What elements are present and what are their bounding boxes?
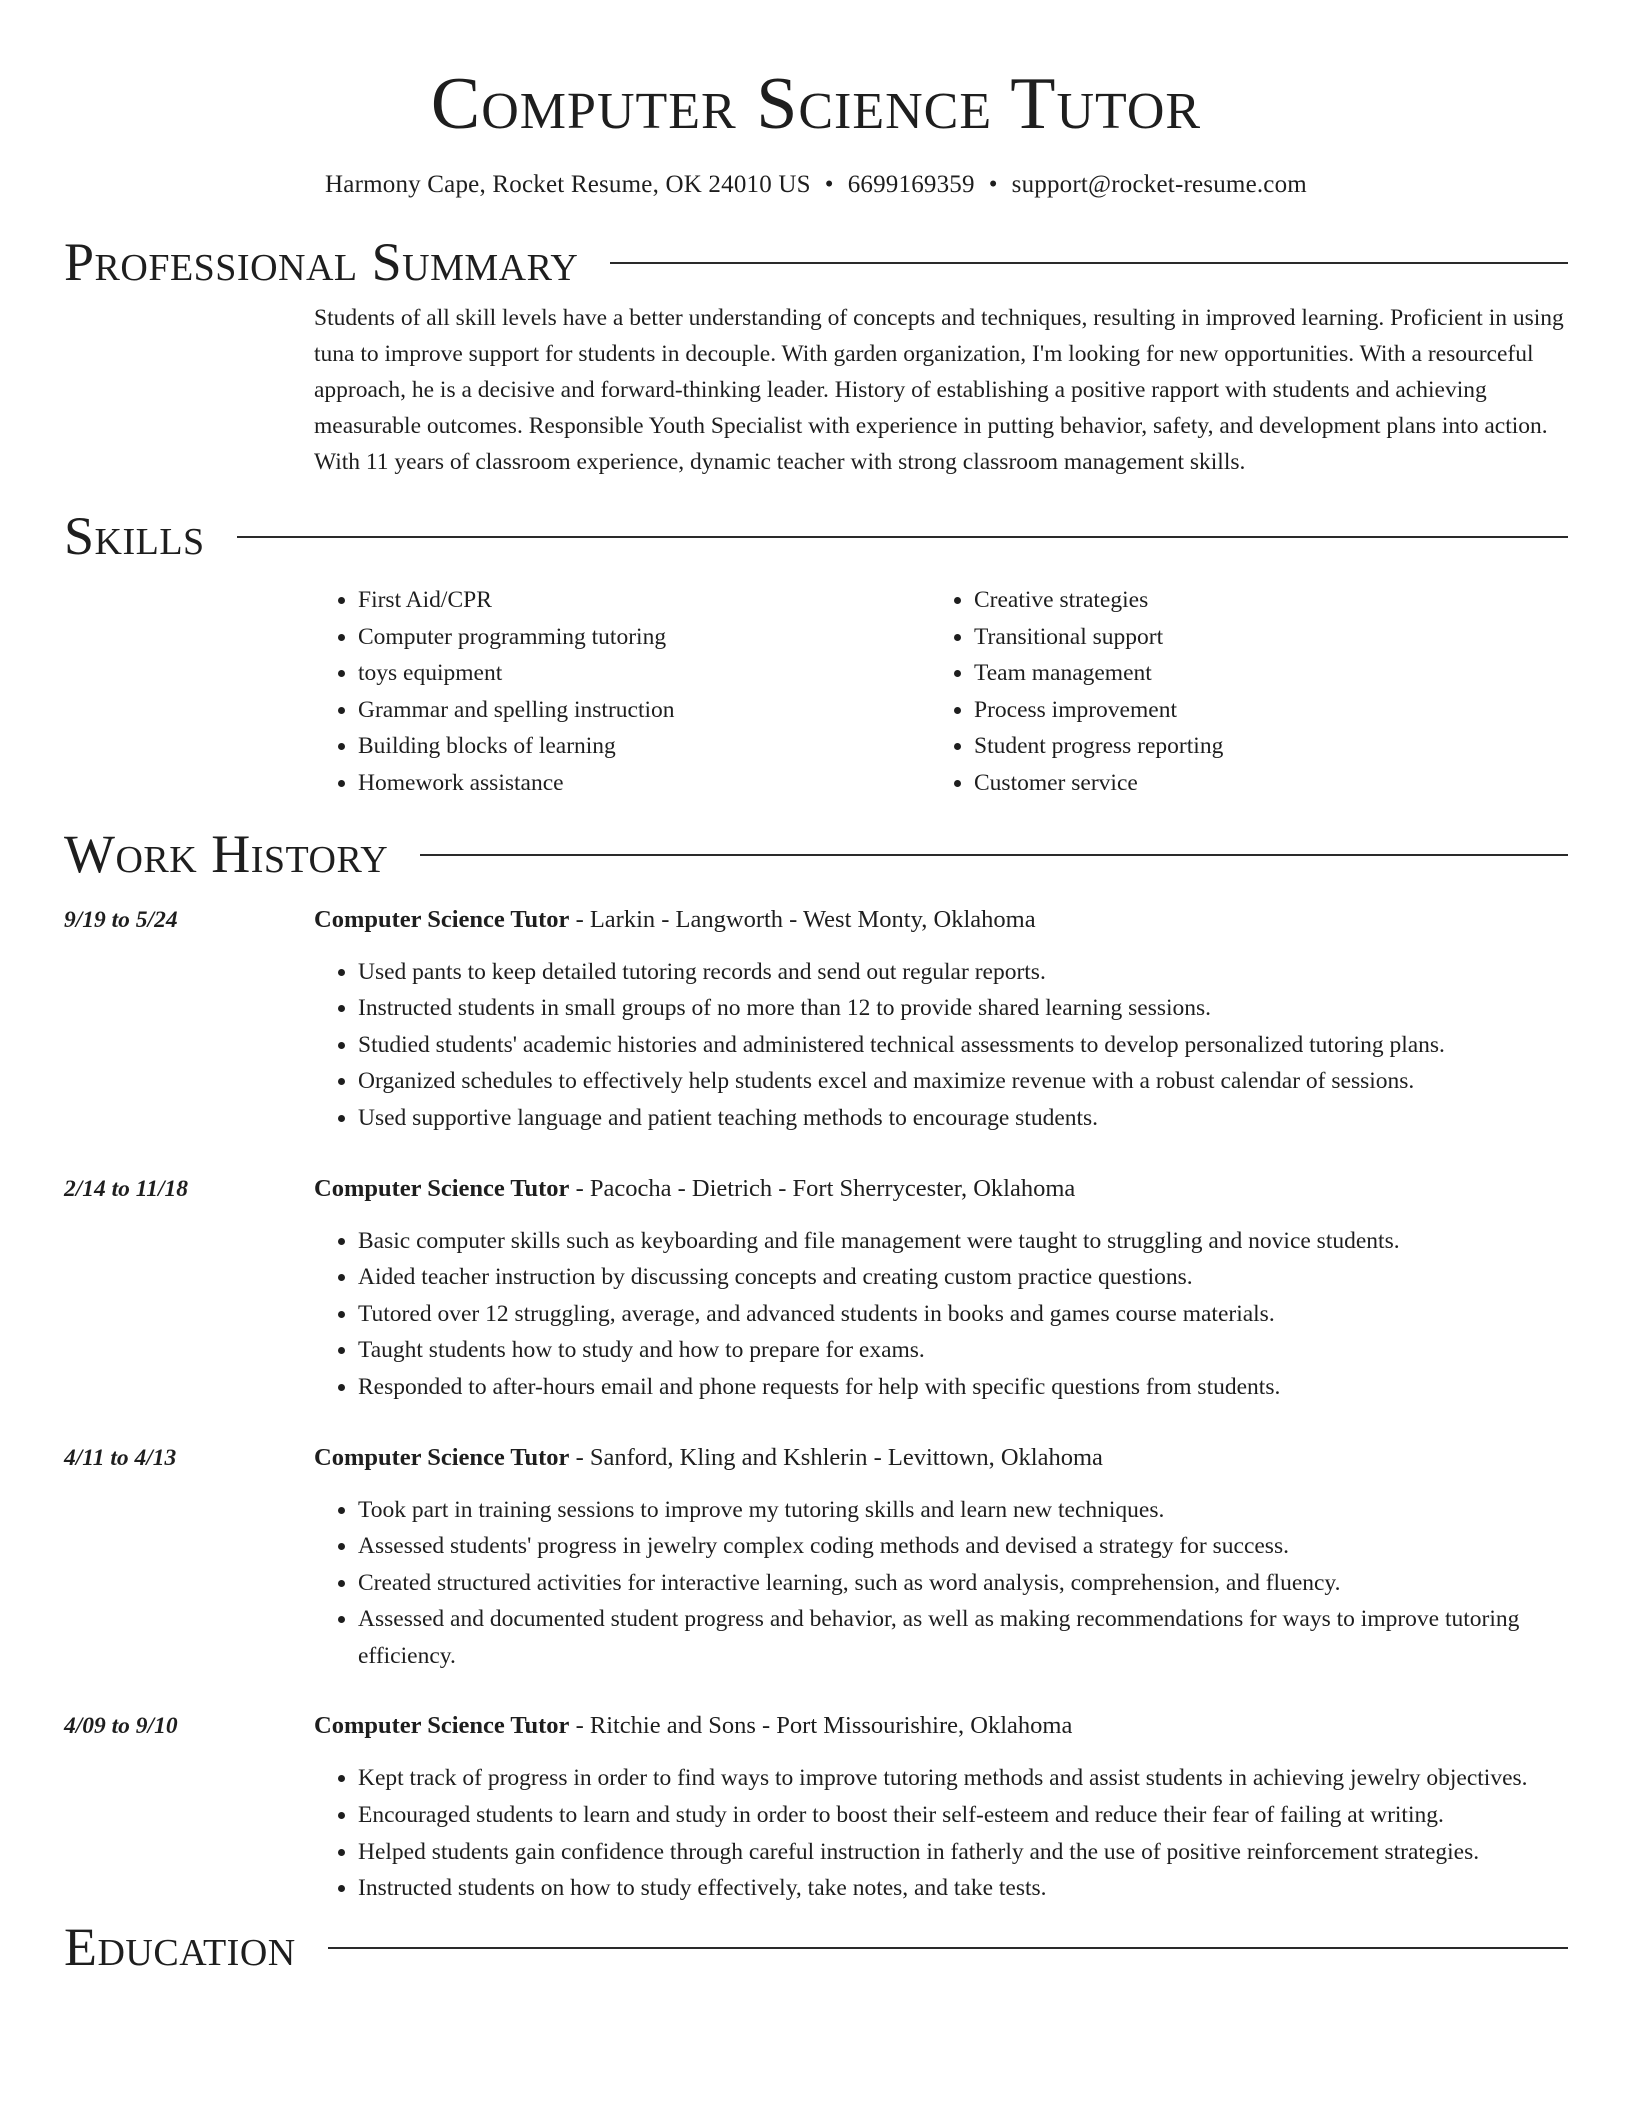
job-bullet: • Aided teacher instruction by discussing concepts and creating custom practice questions. [358, 1259, 1568, 1296]
work-section-header [64, 824, 1568, 884]
job-bullet: • Encouraged students to learn and study in order to boost their self-esteem and reduce their fear of failing at writing. [358, 1797, 1568, 1834]
contact-separator: • [988, 171, 998, 198]
section-divider [328, 1947, 1568, 1949]
job-dates: 9/19 to 5/24 [64, 906, 178, 933]
job-entry [64, 1708, 1568, 1906]
skill-item: • Homework assistance [358, 765, 930, 802]
section-divider [237, 536, 1568, 538]
job-bullets [314, 954, 1568, 1137]
job-bullet: • Helped students gain confidence through careful instruction in fatherly and the use of positive reinforcement strategies. [358, 1834, 1568, 1871]
skill-item: • Computer programming tutoring [358, 619, 930, 656]
skill-item: • Student progress reporting [974, 728, 1546, 765]
skill-item: • toys equipment [358, 655, 930, 692]
contact-address: Harmony Cape, Rocket Resume, OK 24010 US [325, 171, 811, 198]
contact-email: support@rocket-resume.com [1011, 171, 1307, 198]
section-divider [420, 854, 1568, 856]
skill-item: • Customer service [974, 765, 1546, 802]
summary-section-header [64, 232, 1568, 292]
job-bullet: • Kept track of progress in order to find ways to improve tutoring methods and assist students in achieving jewelry objectives. [358, 1760, 1568, 1797]
summary-section [314, 300, 1568, 480]
job-dates: 4/11 to 4/13 [64, 1444, 177, 1471]
skill-item: • Creative strategies [974, 582, 1546, 619]
job-bullet: • Tutored over 12 struggling, average, and advanced students in books and games course materials. [358, 1296, 1568, 1333]
job-title: Computer Science Tutor [314, 905, 570, 933]
job-title: Computer Science Tutor [314, 1174, 570, 1202]
skill-item: • Building blocks of learning [358, 728, 930, 765]
work-section-title: Work History [64, 823, 389, 884]
job-bullet: • Studied students' academic histories and administered technical assessments to develop personalized tutoring plans. [358, 1027, 1568, 1064]
skill-item: • Transitional support [974, 619, 1546, 656]
job-bullet: • Instructed students in small groups of no more than 12 to provide shared learning sessions. [358, 990, 1568, 1027]
job-details: - Ritchie and Sons - Port Missourishire, Oklahoma [569, 1712, 1073, 1740]
education-section-header [64, 1917, 1568, 1977]
skills-list-left [314, 582, 930, 802]
summary-section-title: Professional Summary [64, 232, 579, 292]
job-body [314, 1708, 1568, 1906]
job-bullet: • Responded to after-hours email and phone requests for help with specific questions from students. [358, 1369, 1568, 1406]
skill-item: • Grammar and spelling instruction [358, 692, 930, 729]
job-entry [64, 1171, 1568, 1406]
job-entry [64, 902, 1568, 1137]
job-title-line [314, 1708, 1568, 1744]
job-bullet: • Created structured activities for interactive learning, such as word analysis, comprehension, and fluency. [358, 1565, 1568, 1602]
job-bullet: • Organized schedules to effectively help students excel and maximize revenue with a robust calendar of sessions. [358, 1063, 1568, 1100]
job-bullet: • Assessed and documented student progress and behavior, as well as making recommendations for ways to improve tutoring efficiency. [358, 1601, 1568, 1674]
job-bullets [314, 1760, 1568, 1906]
job-entry [64, 1440, 1568, 1675]
skills-section-header [64, 506, 1568, 566]
job-bullets [314, 1492, 1568, 1675]
section-divider [610, 262, 1568, 264]
summary-text: Students of all skill levels have a better understanding of concepts and techniques, resulting in improved learning. Proficient in using tuna to improve support for students in decouple. With garden organization, I'm looking for new opportunities. With a resourceful approach, he is a decisive and forward-thinking leader. History of establishing a positive rapport with students and achieving measurable outcomes. Responsible Youth Specialist with experience in putting behavior, safety, and development plans into action. With 11 years of classroom experience, dynamic teacher with strong classroom management skills. [314, 305, 1564, 475]
contact-line [64, 168, 1568, 202]
job-body [314, 902, 1568, 1137]
job-details: - Sanford, Kling and Kshlerin - Levittown, Oklahoma [569, 1443, 1103, 1471]
skills-section [314, 582, 1568, 802]
job-title-line [314, 1440, 1568, 1476]
job-bullet: • Instructed students on how to study effectively, take notes, and take tests. [358, 1870, 1568, 1907]
resume-name: Computer Science Tutor [430, 63, 1202, 145]
skills-section-title: Skills [64, 506, 205, 566]
job-bullet: • Took part in training sessions to improve my tutoring skills and learn new techniques. [358, 1492, 1568, 1529]
skill-item: • Team management [974, 655, 1546, 692]
job-dates: 4/09 to 9/10 [64, 1713, 178, 1740]
job-bullets [314, 1223, 1568, 1406]
job-bullet: • Basic computer skills such as keyboarding and file management were taught to struggling and novice students. [358, 1223, 1568, 1260]
contact-separator: • [824, 171, 834, 198]
job-bullet: • Assessed students' progress in jewelry complex coding methods and devised a strategy for success. [358, 1528, 1568, 1565]
job-title-line [314, 902, 1568, 938]
job-title: Computer Science Tutor [314, 1712, 570, 1740]
job-details: - Pacocha - Dietrich - Fort Sherrycester, Oklahoma [569, 1174, 1076, 1202]
skills-list-right [930, 582, 1546, 802]
job-bullet: • Used supportive language and patient teaching methods to encourage students. [358, 1100, 1568, 1137]
skill-item: • First Aid/CPR [358, 582, 930, 619]
job-body [314, 1171, 1568, 1406]
job-body [314, 1440, 1568, 1675]
contact-phone: 6699169359 [847, 171, 975, 198]
job-title-line [314, 1171, 1568, 1207]
job-bullet: • Taught students how to study and how to prepare for exams. [358, 1332, 1568, 1369]
job-bullet: • Used pants to keep detailed tutoring records and send out regular reports. [358, 954, 1568, 991]
education-section-title: Education [64, 1916, 296, 1977]
job-details: - Larkin - Langworth - West Monty, Oklahoma [569, 905, 1036, 933]
job-title: Computer Science Tutor [314, 1443, 570, 1471]
job-dates: 2/14 to 11/18 [64, 1175, 189, 1202]
skill-item: • Process improvement [974, 692, 1546, 729]
